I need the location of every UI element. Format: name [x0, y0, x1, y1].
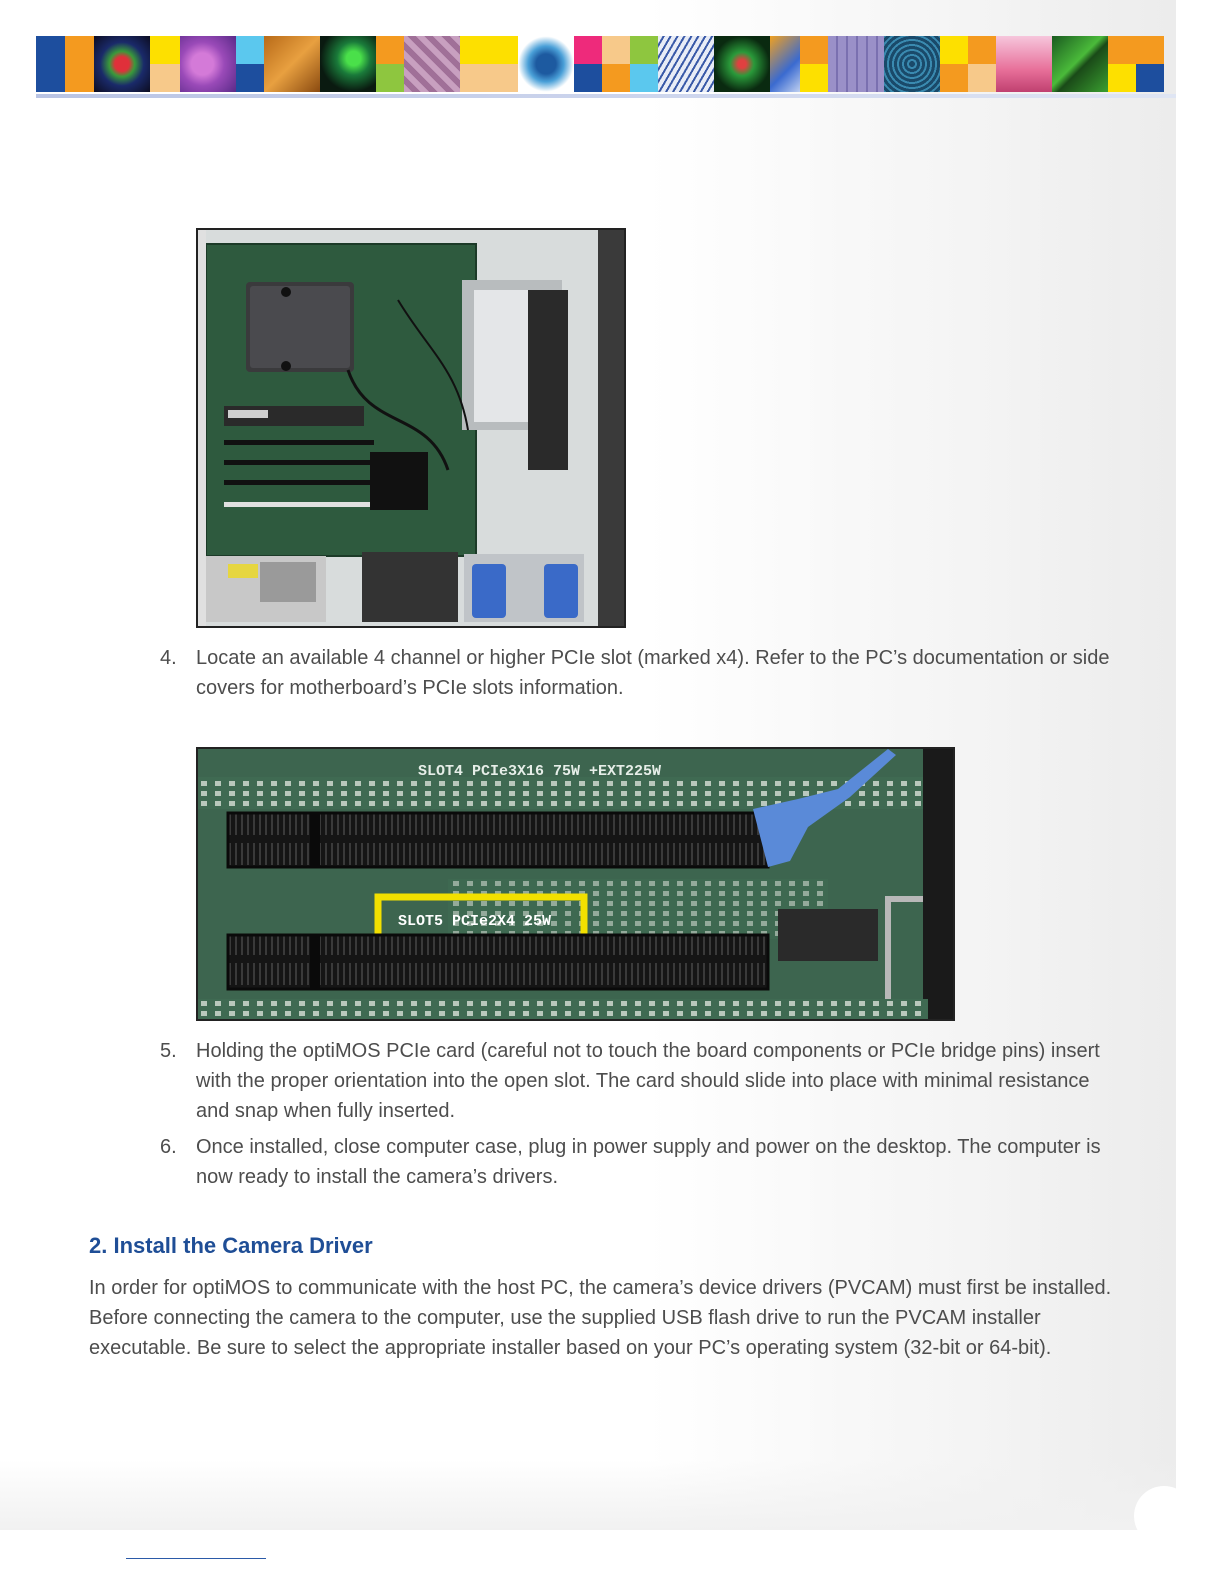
footer-rule	[126, 1558, 266, 1559]
banner-tile	[940, 36, 968, 92]
banner-tile	[1108, 36, 1136, 92]
banner-tile	[180, 36, 236, 92]
step-text: Locate an available 4 channel or higher PCIe slot (marked x4). Refer to the PC’s documentation or side covers for motherboard’s PCIe slots information.	[196, 647, 1110, 699]
pcie-slots-photo	[196, 747, 955, 1021]
banner-tile	[236, 36, 264, 92]
banner-tile	[150, 36, 180, 92]
banner-tile	[800, 36, 828, 92]
pc-interior-illustration	[198, 230, 624, 626]
banner-tile	[1136, 36, 1164, 92]
banner-tile	[404, 36, 460, 92]
step-number: 5.	[160, 1040, 177, 1062]
banner-tile	[518, 36, 574, 92]
banner-tile	[828, 36, 884, 92]
banner-tile	[264, 36, 320, 92]
section-heading: 2. Install the Camera Driver	[89, 1233, 373, 1258]
pcie-slots-illustration	[198, 749, 953, 1019]
banner-tile	[884, 36, 940, 92]
banner-tile	[1052, 36, 1108, 92]
header-banner	[36, 36, 1176, 92]
banner-tile	[94, 36, 150, 92]
slot5-label: SLOT5 PCIe2X4 25W	[398, 913, 552, 930]
banner-tile	[36, 36, 94, 92]
banner-tile	[376, 36, 404, 92]
banner-tile	[968, 36, 996, 92]
banner-tile	[996, 36, 1052, 92]
slot4-label: SLOT4 PCIe3X16 75W +EXT225W	[418, 763, 662, 780]
step-number: 6.	[160, 1136, 177, 1158]
banner-tile	[602, 36, 630, 92]
pc-interior-photo	[196, 228, 626, 628]
step-number: 4.	[160, 647, 177, 669]
section-paragraph: In order for optiMOS to communicate with the host PC, the camera’s device drivers (PVCAM) must first be installed. Before connecting the camera to the computer, use the supplied USB flash drive to run the PVCAM installer executable. Be sure to select the appropriate installer based on your PC’s operating system (32-bit or 64-bit).	[89, 1277, 1112, 1359]
banner-underline	[36, 94, 1176, 98]
banner-tile	[714, 36, 770, 92]
step-text: Once installed, close computer case, plug in power supply and power on the desktop. The computer is now ready to install the camera’s drivers.	[196, 1136, 1101, 1188]
page-bottom-shade	[0, 1460, 1176, 1530]
page-corner-decoration	[1134, 1486, 1194, 1546]
banner-tile	[770, 36, 800, 92]
banner-tile	[658, 36, 714, 92]
banner-tile	[630, 36, 658, 92]
banner-tile	[320, 36, 376, 92]
step-text: Holding the optiMOS PCIe card (careful not to touch the board components or PCIe bridge pins) insert with the proper orientation into the open slot. The card should slide into place with minimal resistance and snap when fully inserted.	[196, 1040, 1100, 1122]
banner-tile	[574, 36, 602, 92]
banner-tile	[460, 36, 518, 92]
